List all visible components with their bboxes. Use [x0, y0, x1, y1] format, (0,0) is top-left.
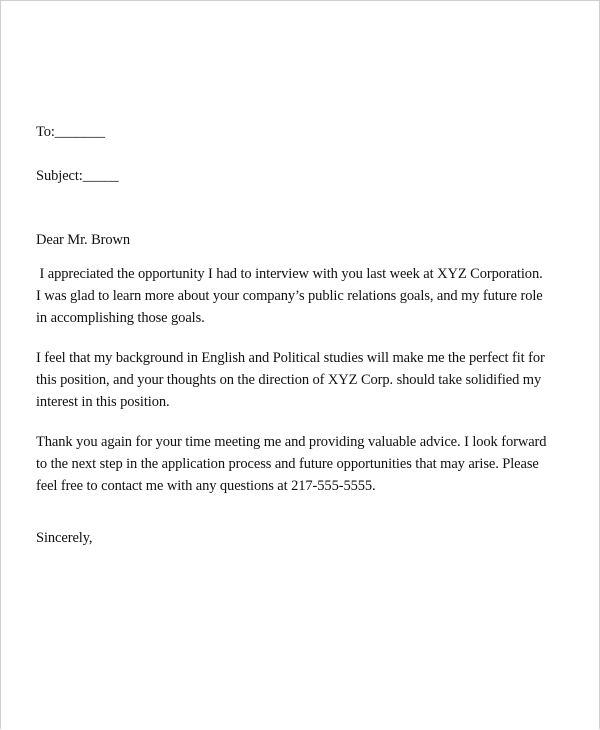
letter-body — [36, 121, 576, 549]
paragraph-line: in accomplishing those goals. — [36, 310, 205, 326]
paragraph-line: to the next step in the application process and future opportunities that may arise. Please — [36, 456, 539, 472]
subject-line: Subject:_____ — [36, 168, 119, 184]
paragraph-line: I was glad to learn more about your company’s public relations goals, and my future role — [36, 288, 543, 304]
paragraph-appreciation — [36, 263, 576, 329]
paragraph-thanks — [36, 431, 576, 497]
paragraph-line: this position, and your thoughts on the direction of XYZ Corp. should take solidified my — [36, 372, 542, 388]
to-line: To:_______ — [36, 124, 105, 140]
paragraph-line: Thank you again for your time meeting me and providing valuable advice. I look forward — [36, 434, 547, 450]
paragraph-background — [36, 347, 576, 413]
paragraph-line: I appreciated the opportunity I had to interview with you last week at XYZ Corporation. — [36, 266, 543, 282]
paragraph-line: interest in this position. — [36, 394, 170, 410]
salutation: Dear Mr. Brown — [36, 232, 131, 248]
paragraph-line: feel free to contact me with any questions at 217-555-5555. — [36, 478, 376, 494]
closing: Sincerely, — [36, 530, 93, 546]
paragraph-line: I feel that my background in English and Political studies will make me the perfect fit for — [36, 350, 545, 366]
